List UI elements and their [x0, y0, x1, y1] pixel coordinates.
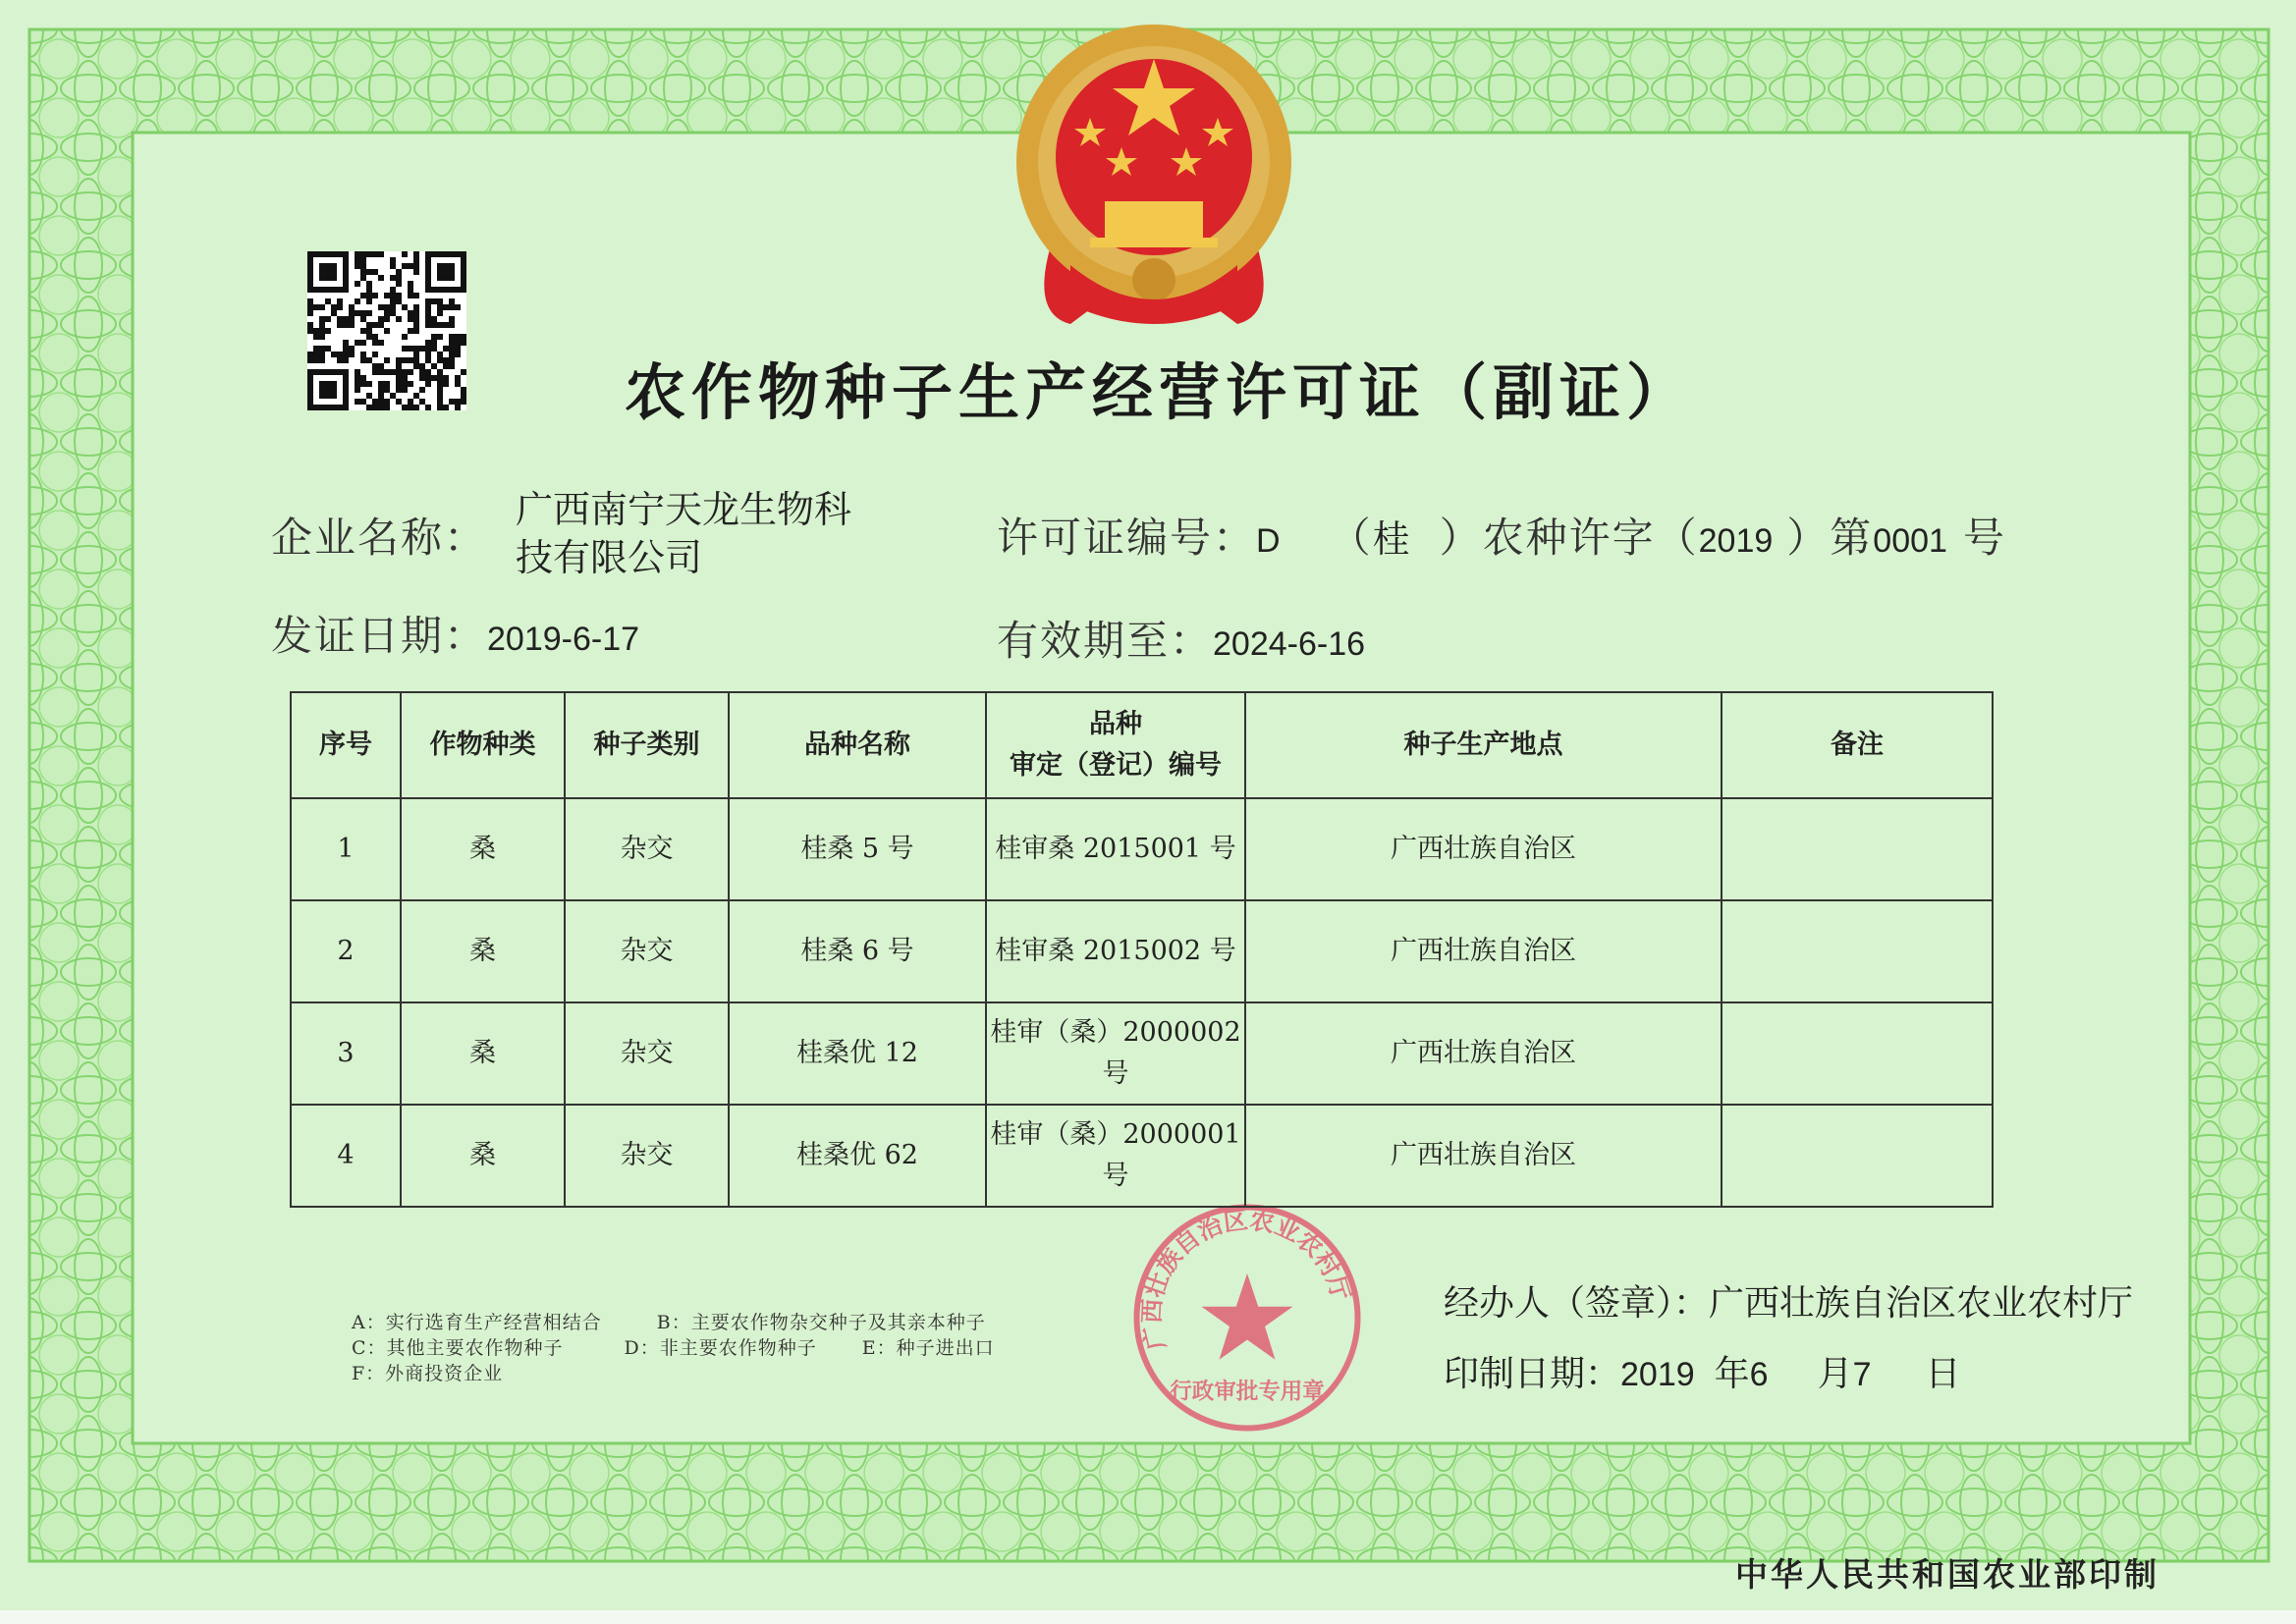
column-header: 品种 审定（登记）编号	[986, 692, 1245, 798]
table-cell: 桑	[401, 798, 565, 900]
company-label: 企业名称：	[271, 514, 488, 562]
company-name-line2: 技有限公司	[516, 536, 703, 579]
printer-credit: 中华人民共和国农业部印制	[1735, 1555, 2159, 1594]
license-paren: （	[1329, 514, 1373, 562]
table-cell: 桑	[401, 1002, 565, 1105]
table-cell: 1	[291, 798, 401, 900]
table-cell: 桂桑优 12	[729, 1002, 986, 1105]
valid-until	[997, 609, 1365, 668]
footnote-line1	[352, 1312, 986, 1333]
table-row	[291, 1002, 1993, 1105]
table-cell: 广西壮族自治区	[1245, 1002, 1722, 1105]
month-unit: 月	[1817, 1354, 1853, 1394]
issue-date-value: 2019-6-17	[487, 621, 640, 658]
signer-label: 经办人（签章）：	[1444, 1283, 1710, 1324]
column-header: 序号	[291, 692, 401, 798]
table-cell: 广西壮族自治区	[1245, 1105, 1722, 1207]
license-prefix: D	[1256, 522, 1281, 560]
print-day: 7	[1852, 1356, 1872, 1393]
footnote-d: D：非主要农作物种子	[624, 1337, 817, 1359]
table-cell: 桂桑优 62	[729, 1105, 986, 1207]
table-cell: 桂审桑 2015001 号	[986, 798, 1245, 900]
column-header: 种子类别	[565, 692, 729, 798]
footnote-c: C：其他主要农作物种子	[352, 1337, 564, 1359]
license-serial: 0001	[1873, 522, 1947, 560]
column-header: 作物种类	[401, 692, 565, 798]
official-seal-stamp	[1129, 1200, 1365, 1435]
print-year: 2019	[1620, 1356, 1695, 1393]
license-region: 桂	[1372, 517, 1410, 561]
footnote-line2	[352, 1337, 995, 1359]
license-number	[997, 506, 2006, 565]
table-cell: 3	[291, 1002, 401, 1105]
valid-until-value: 2024-6-16	[1213, 625, 1366, 663]
table-cell: 广西壮族自治区	[1245, 798, 1722, 900]
license-label: 许可证编号：	[997, 514, 1257, 562]
svg-text:广西壮族自治区农业农村厅: 广西壮族自治区农业农村厅	[1137, 1205, 1356, 1353]
table-cell: 桂审（桑）2000001 号	[986, 1105, 1245, 1207]
footnote-f: F：外商投资企业	[352, 1363, 504, 1384]
table-header-row	[291, 692, 1993, 798]
year-unit: 年	[1714, 1354, 1750, 1394]
license-year: 2019	[1698, 522, 1774, 560]
table-cell: 杂交	[565, 1002, 729, 1105]
table-cell: 杂交	[565, 1105, 729, 1207]
print-date	[1444, 1353, 1961, 1396]
license-suffix: 号	[1962, 514, 2006, 562]
print-month: 6	[1749, 1356, 1769, 1393]
svg-text:行政审批专用章: 行政审批专用章	[1170, 1379, 1325, 1405]
table-row	[291, 798, 1993, 900]
table-cell	[1722, 1105, 1993, 1207]
table-cell: 桂审（桑）2000002 号	[986, 1002, 1245, 1105]
signer-value: 广西壮族自治区农业农村厅	[1709, 1283, 2134, 1324]
valid-until-label: 有效期至：	[997, 617, 1214, 665]
table-cell: 桂桑 5 号	[729, 798, 986, 900]
table-cell: 2	[291, 900, 401, 1002]
table-cell: 4	[291, 1105, 401, 1207]
day-unit: 日	[1925, 1354, 1961, 1394]
column-header: 品种名称	[729, 692, 986, 798]
footnote-b: B：主要农作物杂交种子及其亲本种子	[656, 1312, 986, 1333]
national-emblem	[1011, 20, 1296, 334]
issue-date-label: 发证日期：	[271, 612, 488, 660]
variety-table	[290, 691, 1994, 1208]
table-row	[291, 1105, 1993, 1207]
table-cell: 桂桑 6 号	[729, 900, 986, 1002]
table-cell: 桑	[401, 1105, 565, 1207]
table-cell: 桑	[401, 900, 565, 1002]
table-cell	[1722, 1002, 1993, 1105]
column-header: 备注	[1722, 692, 1993, 798]
table-cell	[1722, 798, 1993, 900]
table-cell: 广西壮族自治区	[1245, 900, 1722, 1002]
column-header: 种子生产地点	[1245, 692, 1722, 798]
issue-date	[271, 604, 639, 663]
print-date-label: 印制日期：	[1444, 1354, 1621, 1394]
table-row	[291, 900, 1993, 1002]
signer	[1444, 1282, 2133, 1326]
footnote-e: E：种子进出口	[861, 1337, 995, 1359]
license-text: 农种许字（	[1482, 514, 1699, 562]
qr-code	[307, 251, 466, 410]
company-name-line1: 广西南宁天龙生物科	[516, 488, 852, 531]
table-cell: 桂审桑 2015002 号	[986, 900, 1245, 1002]
table-cell: 杂交	[565, 798, 729, 900]
table-cell	[1722, 900, 1993, 1002]
table-cell: 杂交	[565, 900, 729, 1002]
certificate-title: 农作物种子生产经营许可证（副证）	[624, 356, 1693, 428]
footnote-a: A：实行选育生产经营相结合	[352, 1312, 602, 1333]
license-paren: ）	[1439, 514, 1483, 562]
license-text: ）第	[1786, 514, 1874, 562]
